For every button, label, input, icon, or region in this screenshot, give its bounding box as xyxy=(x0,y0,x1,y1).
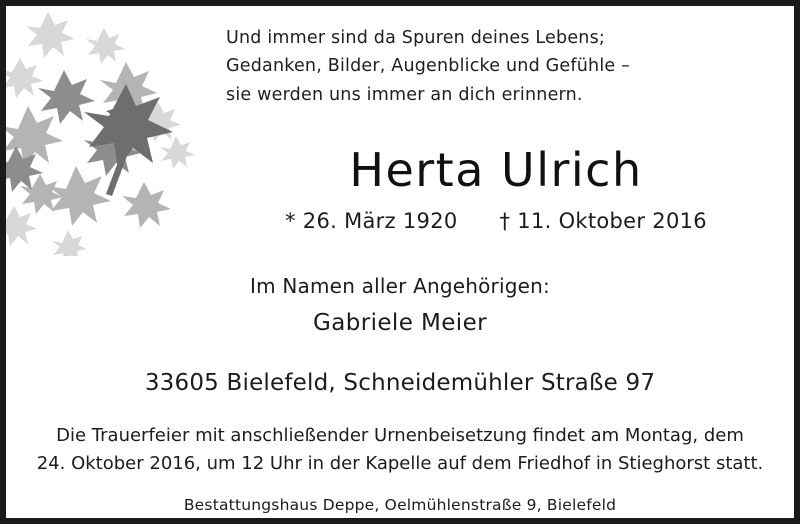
death-date: † 11. Oktober 2016 xyxy=(499,209,707,234)
upper-text-block xyxy=(216,16,776,233)
address: 33605 Bielefeld, Schneidemühler Straße 97 xyxy=(144,370,656,396)
maple-leaf-cluster-icon xyxy=(6,6,216,256)
service-line-1: Die Trauerfeier mit anschließender Urnenbeisetzung findet am Montag, dem xyxy=(56,425,744,446)
life-dates xyxy=(216,209,776,233)
lower-text-block xyxy=(24,268,776,514)
family-name: Gabriele Meier xyxy=(313,310,487,336)
verse-line-2: Gedanken, Bilder, Augenblicke und Gefühle – xyxy=(226,56,631,77)
obituary-inner xyxy=(6,6,794,518)
verse-line-1: Und immer sind da Spuren deines Lebens; xyxy=(226,28,605,48)
verse xyxy=(226,24,776,109)
deceased-name: Herta Ulrich xyxy=(349,143,643,198)
funeral-home: Bestattungshaus Deppe, Oelmühlenstraße 9, Bielefeld xyxy=(183,495,617,514)
verse-line-3: sie werden uns immer an dich erinnern. xyxy=(226,84,583,105)
family-intro: Im Namen aller Angehörigen: xyxy=(250,274,550,298)
birth-date: * 26. März 1920 xyxy=(285,209,458,234)
service-details xyxy=(24,422,776,478)
service-line-2: 24. Oktober 2016, um 12 Uhr in der Kapelle auf dem Friedhof in Stieghorst statt. xyxy=(36,452,764,474)
